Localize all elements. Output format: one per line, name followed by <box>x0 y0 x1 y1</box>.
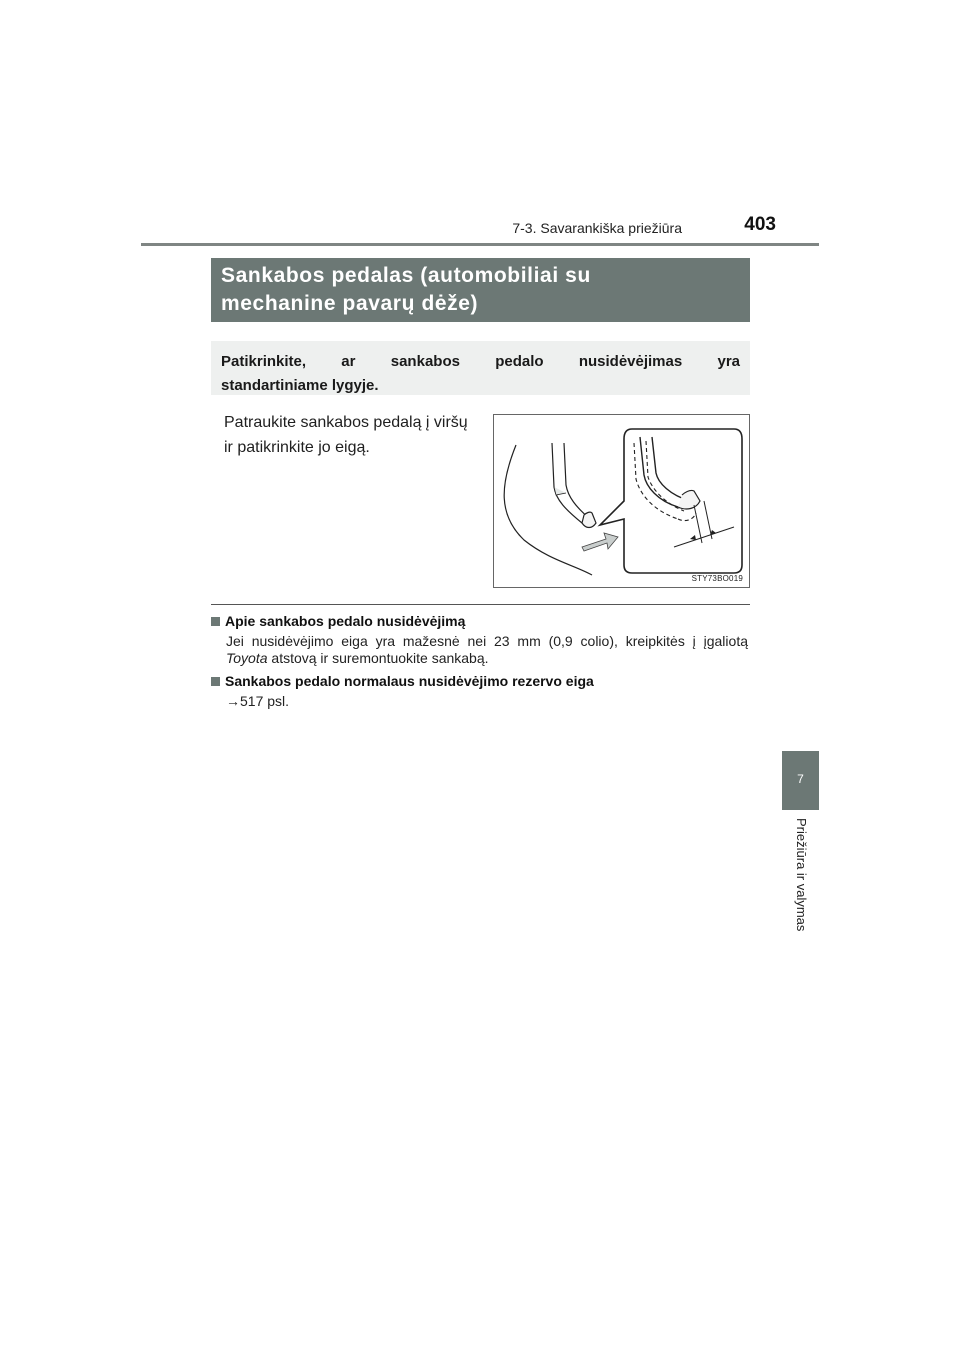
chapter-tab: 7 <box>782 751 819 810</box>
figure-code: STY73BO019 <box>691 574 743 583</box>
instruction-line-1: Patraukite sankabos pedalą į viršų <box>224 414 468 431</box>
note-body-2: →517 psl. <box>226 693 290 709</box>
notes-divider <box>211 604 750 605</box>
note-heading-1-text: Apie sankabos pedalo nusidėvėjimą <box>225 613 466 629</box>
note-body-1-line-2-rest: atstovą ir suremontuokite sankabą. <box>267 650 489 666</box>
clutch-pedal-figure <box>493 414 750 588</box>
square-bullet-icon <box>211 617 220 626</box>
chapter-title: Priežiūra ir valymas <box>794 818 809 932</box>
brand-name: Toyota <box>226 650 268 666</box>
banner-line-2: mechanine pavarų dėže) <box>221 292 479 315</box>
intro-box <box>211 341 750 395</box>
note-body-1-line-1: Jei nusidėvėjimo eiga yra mažesnė nei 23 mm (0,9 colio), kreipkitės į įgaliotą <box>226 633 748 649</box>
banner-line-1: Sankabos pedalas (automobiliai su <box>221 264 591 287</box>
note-heading-2 <box>211 673 594 689</box>
clutch-pedal-illustration-icon <box>494 415 749 587</box>
intro-line-1: Patikrinkite, ar sankabos pedalo nusidėvėjimas yra <box>221 353 740 370</box>
instruction-line-2: ir patikrinkite jo eigą. <box>224 439 370 456</box>
note-heading-2-text: Sankabos pedalo normalaus nusidėvėjimo rezervo eiga <box>225 673 594 689</box>
section-banner <box>211 258 750 322</box>
note-body-1-line-2 <box>226 650 489 666</box>
square-bullet-icon <box>211 677 220 686</box>
header-divider <box>141 243 819 246</box>
page-number: 403 <box>744 214 776 235</box>
note-heading-1 <box>211 613 465 629</box>
section-title: 7-3. Savarankiška priežiūra <box>512 220 682 236</box>
note-body-1 <box>226 633 748 667</box>
intro-line-2: standartiniame lygyje. <box>221 377 379 394</box>
instruction-text <box>224 410 486 460</box>
